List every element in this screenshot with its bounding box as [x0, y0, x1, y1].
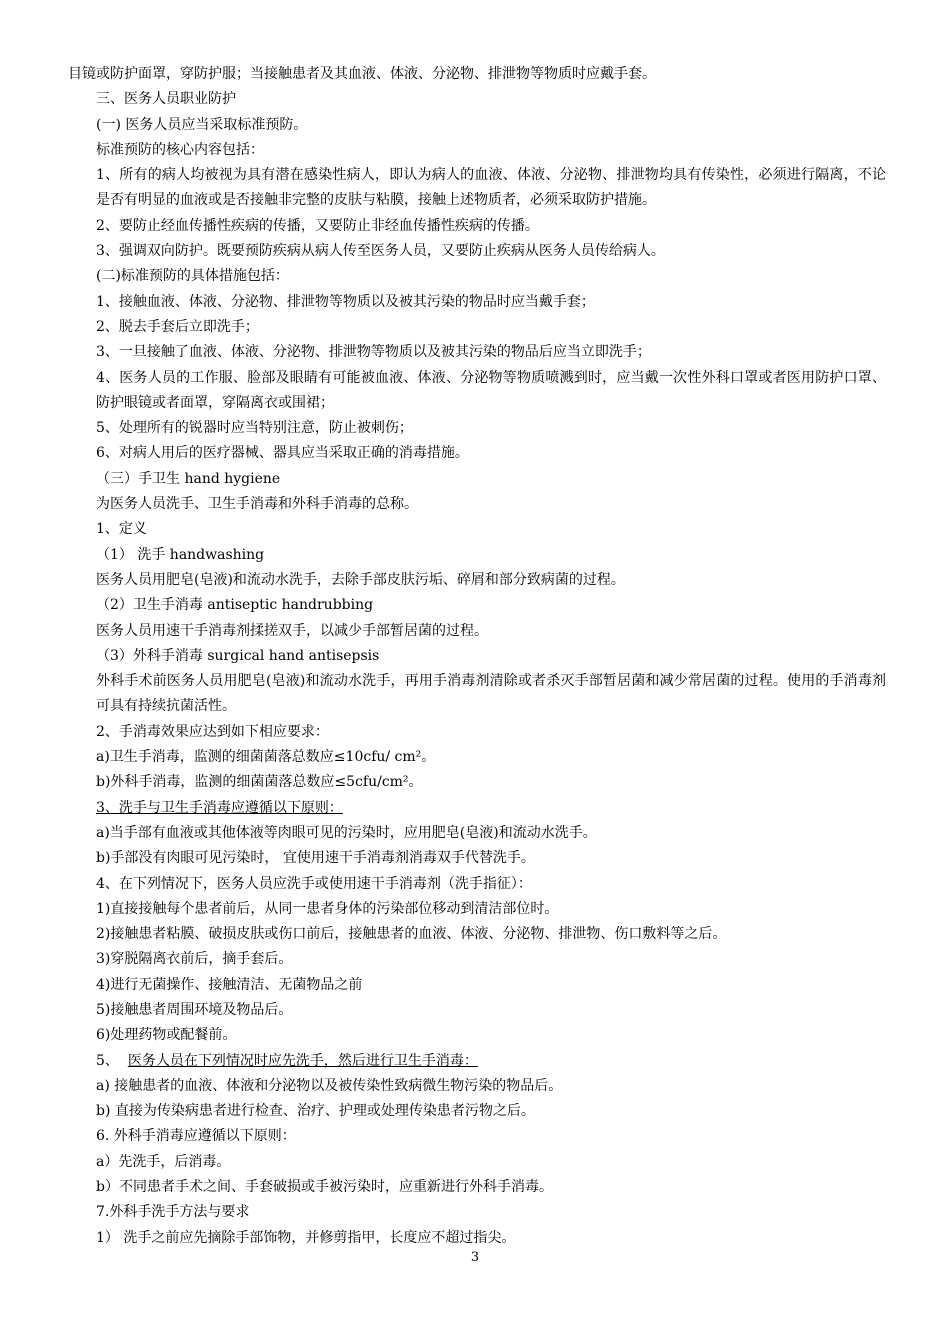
text-line: b) 直接为传染病患者进行检查、治疗、护理或处理传染患者污物之后。 [96, 1103, 535, 1120]
text-line: 1） 洗手之前应先摘除手部饰物，并修剪指甲，长度应不超过指尖。 [96, 1229, 516, 1246]
text-line: 标准预防的核心内容包括： [96, 141, 264, 158]
text-line: 7.外科手洗手方法与要求 [96, 1204, 250, 1221]
text-line: a)当手部有血液或其他体液等肉眼可见的污染时，应用肥皂(皂液)和流动水洗手。 [96, 824, 597, 841]
underlined-text: 医务人员在下列情况时应先洗手，然后进行卫生手消毒： [127, 1052, 478, 1069]
text-line: a)卫生手消毒，监测的细菌菌落总数应≤10cfu/ cm²。 [96, 749, 436, 766]
text-line: 为医务人员洗手、卫生手消毒和外科手消毒的总称。 [96, 496, 418, 513]
text-line: a) 接触患者的血液、体液和分泌物以及被传染性致病微生物污染的物品后。 [96, 1077, 563, 1094]
paragraph: 1、所有的病人均被视为具有潜在感染性病人，即认为病人的血液、体液、分泌物、排泄物均具有传染性，必须进行隔离，不论是否有明显的血液或是否接触非完整的皮肤与粘膜，接触上述物质者，必须采取防护措施。 [96, 167, 886, 209]
text-line: 目镜或防护面罩，穿防护服；当接触患者及其血液、体液、分泌物、排泄物等物质时应戴手套。 [68, 66, 656, 82]
text-line: （1） 洗手 handwashing [96, 546, 265, 563]
text-line: 3、强调双向防护。既要预防疾病从病人传至医务人员，又要防止疾病从医务人员传给病人。 [96, 243, 665, 260]
text-line [68, 796, 886, 821]
text-line: 6. 外科手消毒应遵循以下原则： [96, 1128, 296, 1145]
text-line: 5、处理所有的锐器时应当特别注意，防止被刺伤； [96, 420, 413, 437]
text-line: 2)接触患者粘膜、破损皮肤或伤口前后，接触患者的血液、体液、分泌物、排泄物、伤口敷料等之后。 [96, 926, 727, 943]
page-number: 3 [470, 1250, 480, 1265]
item-number: 5、 [96, 1052, 119, 1069]
text-line: a）先洗手，后消毒。 [96, 1153, 231, 1170]
text-line: 医务人员用速干手消毒剂揉搓双手，以减少手部暂居菌的过程。 [96, 622, 488, 639]
text-line [68, 1049, 886, 1074]
text-line: 4)进行无菌操作、接触清洁、无菌物品之前 [96, 976, 363, 993]
underlined-text: 3、洗手与卫生手消毒应遵循以下原则： [96, 799, 343, 816]
text-line: 3)穿脱隔离衣前后，摘手套后。 [96, 951, 293, 968]
text-line: 2、要防止经血传播性疾病的传播，又要防止非经血传播性疾病的传播。 [96, 217, 539, 234]
text-line: 3、一旦接触了血液、体液、分泌物、排泄物等物质以及被其污染的物品后应当立即洗手； [96, 344, 651, 361]
subsection-heading: （三）手卫生 hand hygiene [96, 470, 281, 487]
text-line: 2、手消毒效果应达到如下相应要求： [96, 723, 329, 740]
text-line: 2、脱去手套后立即洗手； [96, 318, 259, 335]
text-line: 6、对病人用后的医疗器械、器具应当采取正确的消毒措施。 [96, 445, 469, 462]
text-line: 1、接触血液、体液、分泌物、排泄物等物质以及被其污染的物品时应当戴手套； [96, 293, 595, 310]
text-line: （2）卫生手消毒 antiseptic handrubbing [96, 597, 374, 614]
document-body [68, 62, 886, 1251]
text-line: 6)处理药物或配餐前。 [96, 1027, 237, 1044]
text-line: b）不同患者手术之间、手套破损或手被污染时，应重新进行外科手消毒。 [96, 1179, 553, 1196]
paragraph: 4、医务人员的工作服、脸部及眼睛有可能被血液、体液、分泌物等物质喷溅到时，应当戴一次性外科口罩或者医用防护口罩、防护眼镜或者面罩，穿隔离衣或围裙； [96, 369, 886, 411]
text-line: 5)接触患者周围环境及物品后。 [96, 1001, 293, 1018]
text-line: b)手部没有肉眼可见污染时， 宜使用速干手消毒剂消毒双手代替洗手。 [96, 850, 535, 867]
text-line: 1、定义 [96, 521, 147, 538]
text-line: b)外科手消毒，监测的细菌菌落总数应≤5cfu/cm²。 [96, 774, 423, 791]
section-heading: 三、医务人员职业防护 [96, 91, 236, 108]
text-line: （3）外科手消毒 surgical hand antisepsis [96, 647, 380, 664]
text-line: 4、在下列情况下，医务人员应洗手或使用速干手消毒剂（洗手指征）： [96, 875, 532, 892]
text-line: 医务人员用肥皂(皂液)和流动水洗手，去除手部皮肤污垢、碎屑和部分致病菌的过程。 [96, 571, 625, 588]
text-line: 1)直接接触每个患者前后，从同一患者身体的污染部位移动到清洁部位时。 [96, 900, 559, 917]
subsection-heading: (二)标准预防的具体措施包括： [96, 268, 289, 285]
paragraph: 外科手术前医务人员用肥皂(皂液)和流动水洗手，再用手消毒剂清除或者杀灭手部暂居菌和减少常居菌的过程。使用的手消毒剂可具有持续抗菌活性。 [96, 673, 886, 715]
subsection-heading: (一) 医务人员应当采取标准预防。 [96, 116, 308, 133]
